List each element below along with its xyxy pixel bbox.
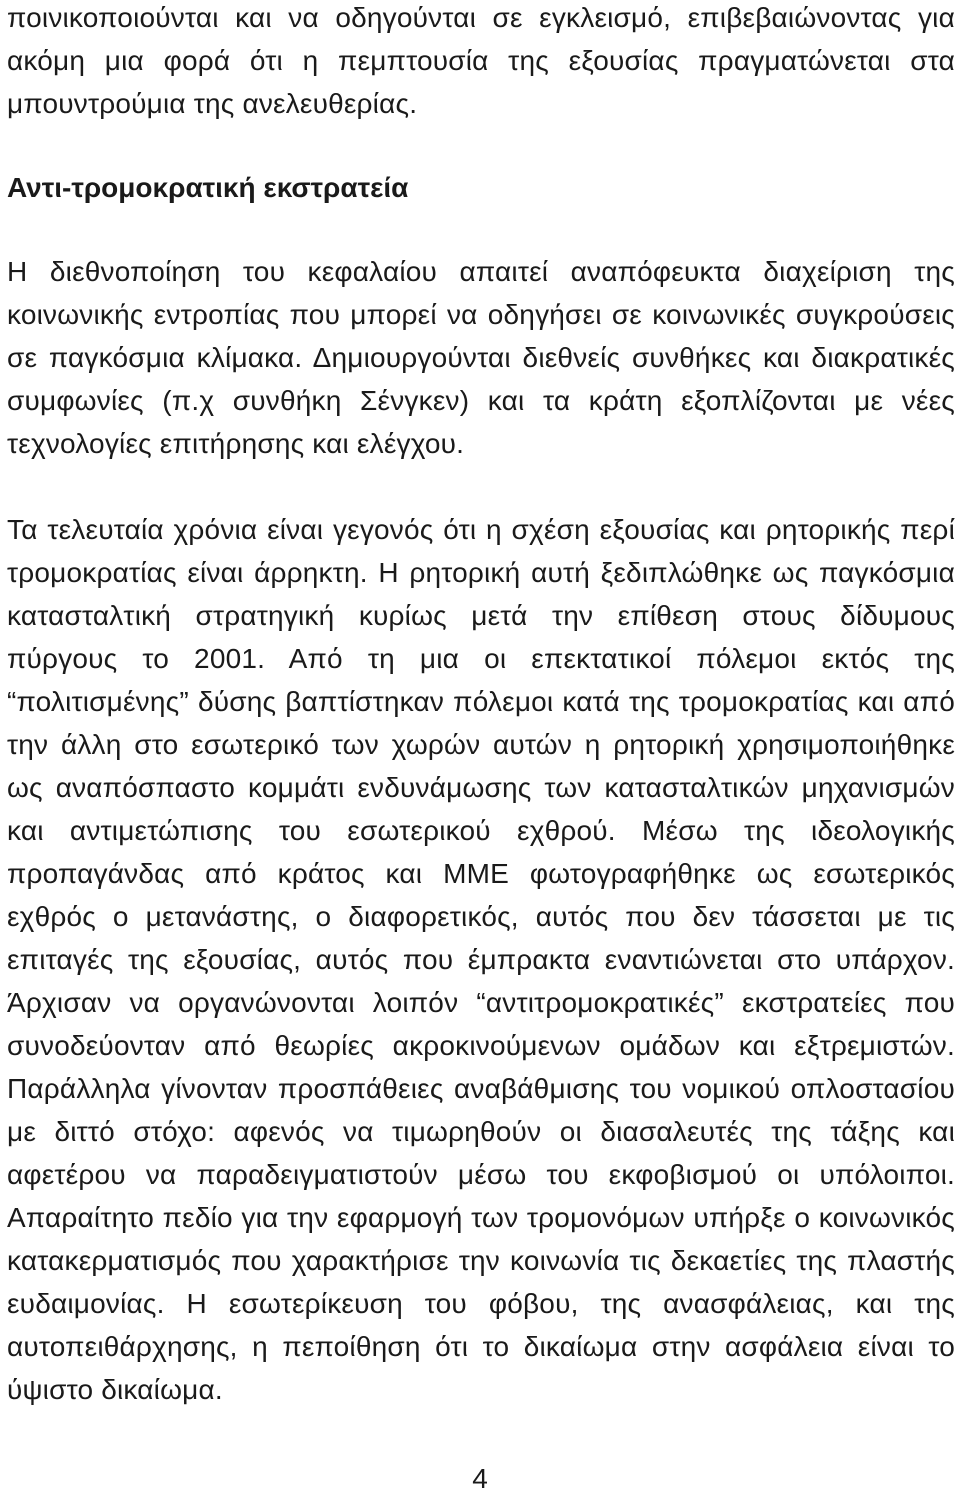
intro-paragraph: ποινικοποιούνται και να οδηγούνται σε εγκλεισμό, επιβεβαιώνοντας για ακόμη μια φορά ότι η πεμπτουσία της εξουσίας πραγματώνεται στα μπουντρούμια της ανελευθερίας. xyxy=(7,2,955,119)
body-paragraph: Τα τελευταία χρόνια είναι γεγονός ότι η σχέση εξουσίας και ρητορικής περί τρομοκρατίας είναι άρρηκτη. Η ρητορική αυτή ξεδιπλώθηκε ως παγκόσμια κατασταλτική στρατηγική κυρίως μετά την επίθεση στους δίδυμους πύργους το 2001. Από τη μια οι επεκτατικοί πόλεμοι εκτός της “πολιτισμένης” δύσης βαπτίστηκαν πόλεμοι κατά της τρομοκρατίας και από την άλλη στο εσωτερικό των χωρών αυτών η ρητορική χρησιμοποιήθηκε ως αναπόσπαστο κομμάτι ενδυνάμωσης των κατασταλτικών μηχανισμών και αντιμετώπισης του εσωτερικού εχθρού. Μέσω της ιδεολογικής προπαγάνδας από κράτος και ΜΜΕ φωτογραφήθηκε ως εσωτερικός εχθρός ο μετανάστης, ο διαφορετικός, αυτός που δεν τάσσεται με τις επιταγές της εξουσίας, αυτός που έμπρακτα εναντιώνεται στο υπάρχον. Άρχισαν να οργανώνονται λοιπόν “αντιτρομοκρατικές” εκστρατείες που συνοδεύονταν από θεωρίες ακροκινούμενων ομάδων και εξτρεμιστών. Παράλληλα γίνονταν προσπάθειες αναβάθμισης του νομικού οπλοστασίου με διττό στόχο: αφενός να τιμωρηθούν οι διασαλευτές της τάξης και αφετέρου να παραδειγματιστούν μέσω του εκφοβισμού οι υπόλοιποι. Απαραίτητο πεδίο για την εφαρμογή των τρομονόμων υπήρξε ο κοινωνικός κατακερματισμός που χαρακτήρισε την κοινωνία τις δεκαετίες της πλαστής ευδαιμονίας. Η εσωτερίκευση του φόβου, της ανασφάλειας, και της αυτοπειθάρχησης, η πεποίθηση ότι το δικαίωμα στην ασφάλεια είναι το ύψιστο δικαίωμα. xyxy=(7,514,955,1405)
document-page xyxy=(7,0,955,1411)
body-paragraph: Η διεθνοποίηση του κεφαλαίου απαιτεί αναπόφευκτα διαχείριση της κοινωνικής εντροπίας που μπορεί να οδηγήσει σε κοινωνικές συγκρούσεις σε παγκόσμια κλίμακα. Δημιουργούνται διεθνείς συνθήκες και διακρατικές συμφωνίες (π.χ συνθήκη Σένγκεν) και τα κράτη εξοπλίζονται με νέες τεχνολογίες επιτήρησης και ελέγχου. xyxy=(7,256,955,459)
page-number: 4 xyxy=(472,1463,488,1494)
section-heading: Αντι-τρομοκρατική εκστρατεία xyxy=(7,172,409,203)
